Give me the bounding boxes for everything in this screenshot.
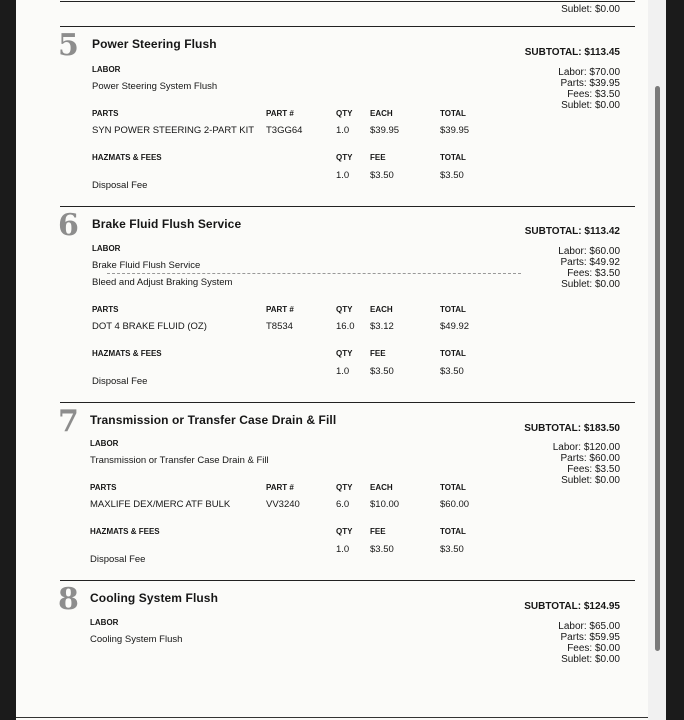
fee-qty-header: QTY — [336, 527, 353, 536]
labor-line: Cooling System Flush — [90, 634, 183, 645]
labor-line: Transmission or Transfer Case Drain & Fill — [90, 455, 269, 466]
fee-total-header: TOTAL — [440, 153, 466, 162]
fees-summary: Fees: $0.00 — [567, 643, 620, 654]
fee-amount: $3.50 — [370, 170, 394, 181]
sublet-summary: Sublet: $0.00 — [561, 279, 620, 290]
labor-line: Brake Fluid Flush Service — [92, 260, 201, 271]
each-header: EACH — [370, 109, 393, 118]
fees-header: HAZMATS & FEES — [92, 153, 162, 162]
qty-header: QTY — [336, 109, 353, 118]
fee-total-header: TOTAL — [440, 349, 466, 358]
part-qty: 1.0 — [336, 125, 350, 136]
part-each: $39.95 — [370, 125, 400, 136]
part-each: $3.12 — [370, 321, 394, 332]
labor-header: LABOR — [92, 244, 121, 253]
part-number-header: PART # — [266, 483, 294, 492]
fee-qty: 1.0 — [336, 544, 350, 555]
labor-summary: Labor: $60.00 — [558, 246, 620, 257]
fee-name: Disposal Fee — [92, 180, 148, 191]
labor-line: Power Steering System Flush — [92, 81, 218, 92]
fees-header: HAZMATS & FEES — [92, 349, 162, 358]
item-subtotal: SUBTOTAL: $124.95 — [524, 601, 620, 612]
fee-total: $3.50 — [440, 170, 464, 181]
labor-summary: Labor: $120.00 — [552, 442, 620, 453]
page-bottom-edge — [16, 717, 666, 718]
fees-summary: Fees: $3.50 — [567, 268, 620, 279]
fees-summary: Fees: $3.50 — [567, 89, 620, 100]
item-title: Power Steering Flush — [92, 37, 217, 51]
sublet-summary: Sublet: $0.00 — [561, 100, 620, 111]
labor-header: LABOR — [90, 618, 119, 627]
previous-sublet: Sublet: $0.00 — [561, 4, 620, 15]
fee-header: FEE — [370, 153, 386, 162]
labor-summary: Labor: $65.00 — [558, 621, 620, 632]
item-subtotal: SUBTOTAL: $113.45 — [524, 47, 620, 58]
labor-header: LABOR — [90, 439, 119, 448]
fee-qty-header: QTY — [336, 153, 353, 162]
part-number-header: PART # — [266, 109, 294, 118]
fee-total: $3.50 — [440, 544, 464, 555]
part-each: $10.00 — [370, 499, 400, 510]
item-number: 6 — [58, 208, 79, 243]
section-divider — [60, 1, 635, 2]
parts-summary: Parts: $60.00 — [560, 453, 620, 464]
part-name: MAXLIFE DEX/MERC ATF BULK — [90, 499, 231, 510]
fee-qty: 1.0 — [336, 366, 350, 377]
item-number: 7 — [58, 404, 79, 439]
fees-header: HAZMATS & FEES — [90, 527, 160, 536]
qty-header: QTY — [336, 305, 353, 314]
part-qty: 6.0 — [336, 499, 350, 510]
item-title: Brake Fluid Flush Service — [92, 217, 242, 231]
part-total: $39.95 — [440, 125, 470, 136]
part-name: SYN POWER STEERING 2-PART KIT — [92, 125, 255, 136]
part-name: DOT 4 BRAKE FLUID (OZ) — [92, 321, 207, 332]
labor-line: Bleed and Adjust Braking System — [92, 277, 233, 288]
fee-name: Disposal Fee — [90, 554, 146, 565]
total-header: TOTAL — [440, 483, 466, 492]
labor-header: LABOR — [92, 65, 121, 74]
total-header: TOTAL — [440, 305, 466, 314]
fee-total-header: TOTAL — [440, 527, 466, 536]
sublet-summary: Sublet: $0.00 — [561, 475, 620, 486]
part-total: $60.00 — [440, 499, 470, 510]
fee-amount: $3.50 — [370, 544, 394, 555]
labor-summary: Labor: $70.00 — [558, 67, 620, 78]
parts-header: PARTS — [90, 483, 117, 492]
scrollbar-track[interactable] — [648, 0, 666, 720]
invoice-page — [16, 0, 666, 720]
part-number-header: PART # — [266, 305, 294, 314]
each-header: EACH — [370, 483, 393, 492]
fees-summary: Fees: $3.50 — [567, 464, 620, 475]
parts-summary: Parts: $59.95 — [560, 632, 620, 643]
item-number: 5 — [58, 28, 79, 63]
fee-total: $3.50 — [440, 366, 464, 377]
total-header: TOTAL — [440, 109, 466, 118]
part-qty: 16.0 — [336, 321, 355, 332]
item-subtotal: SUBTOTAL: $183.50 — [524, 423, 620, 434]
section-divider — [60, 402, 635, 403]
item-subtotal: SUBTOTAL: $113.42 — [524, 226, 620, 237]
item-title: Transmission or Transfer Case Drain & Fill — [90, 413, 337, 427]
sublet-summary: Sublet: $0.00 — [561, 654, 620, 665]
fee-header: FEE — [370, 527, 386, 536]
parts-summary: Parts: $39.95 — [560, 78, 620, 89]
fee-qty: 1.0 — [336, 170, 350, 181]
section-divider — [60, 206, 635, 207]
line-divider — [107, 273, 521, 274]
part-number: VV3240 — [266, 499, 300, 510]
parts-header: PARTS — [92, 109, 119, 118]
fee-name: Disposal Fee — [92, 376, 148, 387]
each-header: EACH — [370, 305, 393, 314]
fee-header: FEE — [370, 349, 386, 358]
fee-qty-header: QTY — [336, 349, 353, 358]
parts-header: PARTS — [92, 305, 119, 314]
part-number: T8534 — [266, 321, 293, 332]
section-divider — [60, 580, 635, 581]
fee-amount: $3.50 — [370, 366, 394, 377]
parts-summary: Parts: $49.92 — [560, 257, 620, 268]
qty-header: QTY — [336, 483, 353, 492]
section-divider — [60, 26, 635, 27]
item-number: 8 — [58, 582, 79, 617]
item-title: Cooling System Flush — [90, 591, 219, 605]
part-number: T3GG64 — [266, 125, 303, 136]
part-total: $49.92 — [440, 321, 470, 332]
scrollbar-thumb[interactable] — [655, 86, 660, 651]
